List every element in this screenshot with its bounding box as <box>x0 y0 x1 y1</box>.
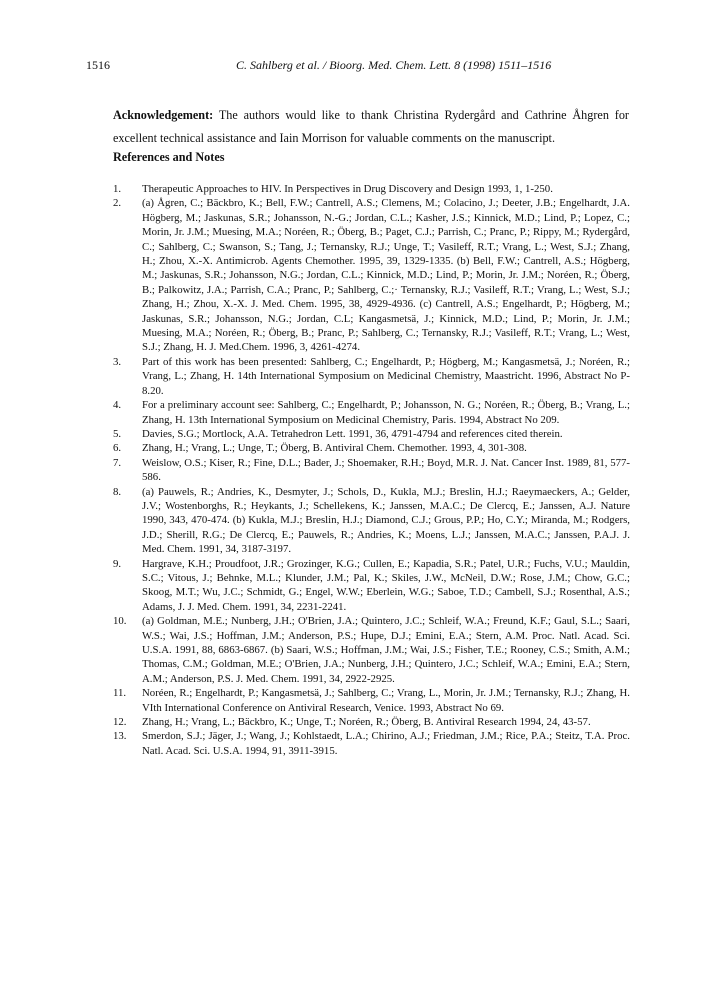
reference-text: Zhang, H.; Vrang, L.; Unge, T.; Öberg, B. Antiviral Chem. Chemother. 1993, 4, 301-308. <box>142 442 527 455</box>
reference-number: 5. <box>113 427 122 440</box>
reference-number: 11. <box>113 687 127 700</box>
reference-number: 10. <box>113 615 127 628</box>
journal-citation-header: C. Sahlberg et al. / Bioorg. Med. Chem. Lett. 8 (1998) 1511–1516 <box>236 58 552 72</box>
references-list <box>113 182 630 758</box>
reference-item <box>113 441 630 455</box>
acknowledgement-paragraph <box>113 104 629 150</box>
reference-number: 8. <box>113 485 122 498</box>
reference-number: 12. <box>113 716 127 729</box>
reference-text: (a) Pauwels, R.; Andries, K., Desmyter, J.; Schols, D., Kukla, M.J.; Breslin, H.J.; Raeymaeckers, A.; Gelder, J.V.; Wostenborghs, R.; Heykants, J.; Schellekens, K.; Janssen, M.A.C.; De Clercq, E.; Janssen, A.J. Nature 1990, 343, 470-474. (b) Kukla, M.J.; Breslin, H.J.; Diamond, C.J.; Grous, P.P.; Ho, C.Y.; Miranda, M.; Rodgers, J.D.; Sherill, R.G.; De Clercq, E.; Pauwels, R.; Andries, K.; Moens, L.J.; Janssen, M.A.C.; Janssen, P.A.J. J. Med. Chem. 1991, 34, 3187-3197. <box>142 485 630 556</box>
reference-item <box>113 196 630 354</box>
acknowledgement-heading: Acknowledgement: <box>113 108 214 122</box>
reference-item <box>113 715 630 729</box>
reference-text: Weislow, O.S.; Kiser, R.; Fine, D.L.; Bader, J.; Shoemaker, R.H.; Boyd, M.R. J. Nat. Cancer Inst. 1989, 81, 577-586. <box>142 456 630 484</box>
reference-text: Smerdon, S.J.; Jäger, J.; Wang, J.; Kohlstaedt, L.A.; Chirino, A.J.; Friedman, J.M.; Rice, P.A.; Steitz, T.A. Proc. Natl. Acad. Sci. U.S.A. 1994, 91, 3911-3915. <box>142 730 630 757</box>
reference-text: Therapeutic Approaches to HIV. In Perspectives in Drug Discovery and Design 1993, 1, 1-250. <box>142 183 553 195</box>
reference-item <box>113 182 630 196</box>
reference-text: For a preliminary account see: Sahlberg, C.; Engelhardt, P.; Johansson, N. G.; Noréen, R.; Öberg, B.; Vrang, L.; Zhang, H. 13th International Symposium on Medicinal Chemistry, Paris. 1994, Abstract No 209. <box>142 399 630 426</box>
reference-text: Hargrave, K.H.; Proudfoot, J.R.; Grozinger, K.G.; Cullen, E.; Kapadia, S.R.; Patel, U.R.; Fuchs, V.U.; Mauldin, S.C.; Vitous, J.; Behnke, M.L.; Klunder, J.M.; Pal, K.; Skiles, J.W., McNeil, D.W.; Rose, J.M.; Chow, G.C.; Skoog, M.T.; Wu, J.C.; Schmidt, G.; Engel, W.W.; Eberlein, W.G.; Saboe, T.D.; Cambell, S.J.; Rosenthal, A.S.; Adams, J. J. Med. Chem. 1991, 34, 2231-2241. <box>142 557 630 613</box>
reference-item <box>113 355 630 398</box>
reference-number: 13. <box>113 730 127 743</box>
references-heading: References and Notes <box>113 150 225 164</box>
reference-item <box>113 398 630 427</box>
page-number: 1516 <box>86 58 110 72</box>
reference-item <box>113 686 630 715</box>
reference-number: 6. <box>113 442 122 455</box>
reference-number: 2. <box>113 197 122 210</box>
reference-number: 1. <box>113 183 122 195</box>
reference-text: (a) Ågren, C.; Bäckbro, K.; Bell, F.W.; Cantrell, A.S.; Clemens, M.; Colacino, J.; Deeter, J.B.; Engelhardt, J.A. Högberg, M.; Jaskunas, S.R.; Johansson, N.-G.; Jordan, C.L.; Kasher, J.S.; Kinnick, M.D.; Lind, P.; Lopez, C.; Morin, Jr. J.M.; Muesing, M.A.; Noréen, R.; Öberg, B.; Paget, C.J.; Parrish, C.; Pranc, P.; Rippy, M.; Rydergård, C.; Sahlberg, C.; Swanson, S.; Tang, J.; Ternansky, R.J.; Unge, T.; Vasileff, R.T.; Vrang, L.; West, S.J.; Zhang, H.; Zhou, X.-X. Antimicrob. Agents Chemother. 1995, 39, 1329-1335. (b) Bell, F.W.; Cantrell, A.S.; Högberg, M.; Jaskunas, S.R.; Johansson, N.G.; Jordan, C.L.; Kinnick, M.D.; Lind, P.; Morin, Jr. J.M.; Noréen, R.; Öberg, B.; Palkowitz, J.A.; Parrish, C.A.; Pranc, P.; Sahlberg, C.;· Ternansky, R.J.; Vasileff, R.T.; Vrang, L.; West, S.J.; Zhang, H.; Zhou, X.-X. J. Med. Chem. 1995, 38, 4929-4936. (c) Cantrell, A.S.; Engelhardt, P.; Högberg, M.; Jaskunas, S.R.; Johansson, N.G.; Jordan, C.L; Kangasmetsä, J.; Kinnick, M.D.; Lind, P.; Morin, Jr. J.M.; Muesing, M.A.; Noréen, R.; Öberg, B.; Pranc, P.; Sahlberg, C.; Ternansky, R.J.; Vasileff, R.T.; Vrang, L.; West, S.J.; Zhang, H. J. Med.Chem. 1996, 3, 4261-4274. <box>142 197 630 354</box>
acknowledgement-text: The authors would like to thank Christina Rydergård and Cathrine Åhgren for excellent technical assistance and Iain Morrison for valuable comments on the manuscript. <box>113 108 629 145</box>
reference-text: Davies, S.G.; Mortlock, A.A. Tetrahedron Lett. 1991, 36, 4791-4794 and references cited therein. <box>142 427 563 440</box>
reference-text: Zhang, H.; Vrang, L.; Bäckbro, K.; Unge, T.; Noréen, R.; Öberg, B. Antiviral Research 1994, 24, 43-57. <box>142 716 591 729</box>
reference-item <box>113 456 630 485</box>
reference-number: 9. <box>113 557 122 570</box>
reference-item <box>113 729 630 758</box>
reference-text: (a) Goldman, M.E.; Nunberg, J.H.; O'Brien, J.A.; Quintero, J.C.; Schleif, W.A.; Freund, K.F.; Gaul, S.L.; Saari, W.S.; Wai, J.S.; Hoffman, J.M.; Anderson, P.S.; Hupe, D.J.; Emini, E.A.; Stern, A.M. Proc. Natl. Acad. Sci. U.S.A. 1991, 88, 6863-6867. (b) Saari, W.S.; Hoffman, J.M.; Wai, J.S.; Fisher, T.E.; Rooney, C.S.; Smith, A.M.; Thomas, C.M.; Goldman, M.E.; O'Brien, J.A.; Nunberg, J.H.; Quintero, J.C.; Schleif, W.A.; Emini, E.A.; Stern, A.M.; Anderson, P.S. J. Med. Chem. 1991, 34, 2922-2925. <box>142 615 630 685</box>
reference-item <box>113 485 630 557</box>
reference-number: 3. <box>113 355 122 368</box>
reference-text: Part of this work has been presented: Sahlberg, C.; Engelhardt, P.; Högberg, M.; Kangasmetsä, J.; Noréen, R.; Vrang, L.; Zhang, H. 14th International Symposium on Medicinal Chemistry, Maastricht. 1996, Abstract No P-8.20. <box>142 355 630 397</box>
reference-text: Noréen, R.; Engelhardt, P.; Kangasmetsä, J.; Sahlberg, C.; Vrang, L., Morin, Jr. J.M.; Ternansky, R.J.; Zhang, H. VIth International Conference on Antiviral Research, Venice. 1993, Abstract No 69. <box>142 687 630 714</box>
reference-item <box>113 557 630 615</box>
reference-number: 7. <box>113 456 122 469</box>
reference-number: 4. <box>113 399 122 412</box>
reference-item <box>113 614 630 686</box>
reference-item <box>113 427 630 441</box>
